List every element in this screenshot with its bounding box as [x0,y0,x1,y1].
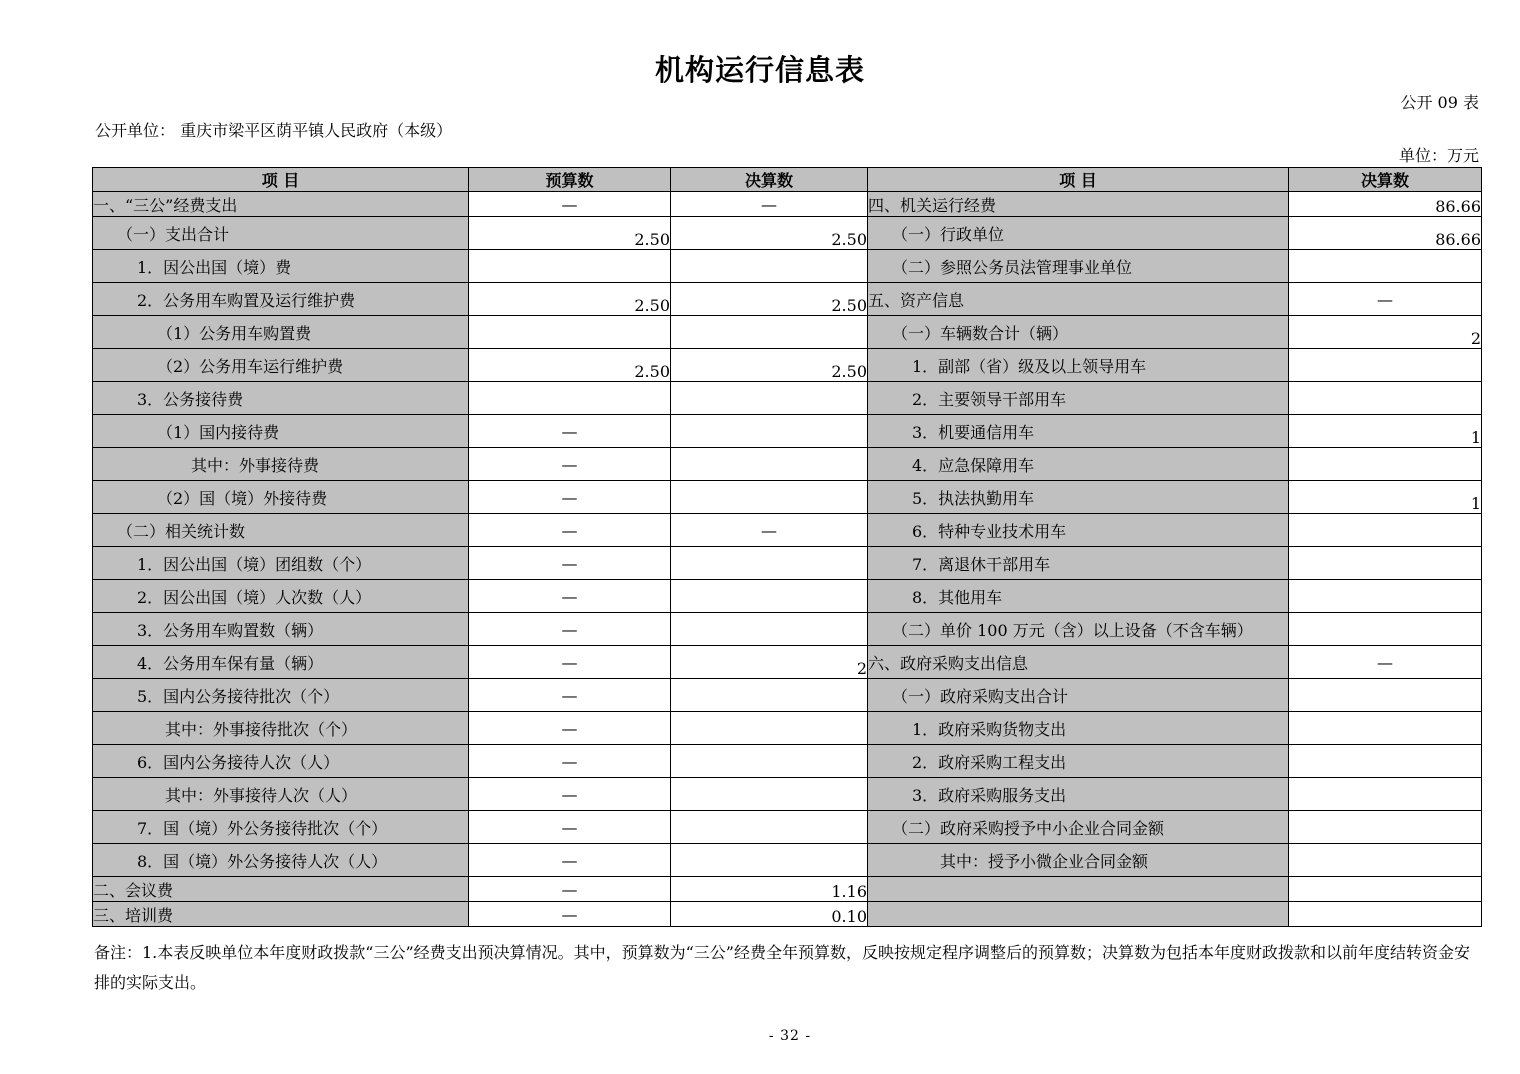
item-label-left: 三、培训费 [93,902,469,927]
budget-value: — [469,679,671,712]
item-label-right: 4．应急保障用车 [868,448,1289,481]
final-value-right: 1 [1289,415,1482,448]
item-label-left: 1．因公出国（境）团组数（个） [93,547,469,580]
table-row [93,844,1482,877]
item-label-right [868,877,1289,902]
final-value-right: — [1289,283,1482,316]
item-label-left: 二、会议费 [93,877,469,902]
info-table [92,167,1482,927]
item-label-right: （一）行政单位 [868,217,1289,250]
final-value-left [671,778,868,811]
final-value-left [671,712,868,745]
table-row [93,316,1482,349]
item-label-left: （一）支出合计 [93,217,469,250]
final-value-right [1289,547,1482,580]
item-label-left: 其中：外事接待人次（人） [93,778,469,811]
item-label-left: 3．公务接待费 [93,382,469,415]
item-label-right: （二）单价 100 万元（含）以上设备（不含车辆） [868,613,1289,646]
budget-value [469,316,671,349]
item-label-left: 1．因公出国（境）费 [93,250,469,283]
budget-value: — [469,448,671,481]
budget-value [469,382,671,415]
final-value-right [1289,613,1482,646]
final-value-right: 2 [1289,316,1482,349]
final-value-left: 1.16 [671,877,868,902]
table-row [93,349,1482,382]
final-value-right: 86.66 [1289,217,1482,250]
item-label-right: 六、政府采购支出信息 [868,646,1289,679]
table-row [93,514,1482,547]
budget-value: 2.50 [469,283,671,316]
header-item-right: 项 目 [868,168,1289,192]
header-budget: 预算数 [469,168,671,192]
table-body [93,192,1482,927]
item-label-left: 6．国内公务接待人次（人） [93,745,469,778]
final-value-right [1289,679,1482,712]
table-row [93,192,1482,217]
item-label-left: 2．公务用车购置及运行维护费 [93,283,469,316]
final-value-left [671,580,868,613]
table-row [93,580,1482,613]
final-value-right [1289,514,1482,547]
item-label-right: （二）政府采购授予中小企业合同金额 [868,811,1289,844]
final-value-right [1289,877,1482,902]
final-value-right [1289,349,1482,382]
table-row [93,745,1482,778]
table-row [93,712,1482,745]
final-value-left [671,844,868,877]
form-number: 公开 09 表 [1400,93,1479,112]
item-label-left: 一、“三公”经费支出 [93,192,469,217]
final-value-right [1289,811,1482,844]
item-label-left: 2．因公出国（境）人次数（人） [93,580,469,613]
final-value-right: 86.66 [1289,192,1482,217]
item-label-right: 6．特种专业技术用车 [868,514,1289,547]
final-value-left [671,481,868,514]
item-label-left: 7．国（境）外公务接待批次（个） [93,811,469,844]
table-row [93,778,1482,811]
final-value-left [671,415,868,448]
final-value-right [1289,844,1482,877]
item-label-right: 8．其他用车 [868,580,1289,613]
final-value-right: 1 [1289,481,1482,514]
item-label-right: 五、资产信息 [868,283,1289,316]
budget-value: — [469,192,671,217]
final-value-right [1289,745,1482,778]
table-row [93,283,1482,316]
page-title: 机构运行信息表 [654,53,865,87]
item-label-left: 8．国（境）外公务接待人次（人） [93,844,469,877]
table-row [93,547,1482,580]
final-value-left: 0.10 [671,902,868,927]
final-value-right [1289,580,1482,613]
header-item-left: 项 目 [93,168,469,192]
table-row [93,811,1482,844]
currency-unit: 单位：万元 [1398,146,1479,165]
final-value-left: 2.50 [671,349,868,382]
final-value-left: — [671,192,868,217]
item-label-right: 5．执法执勤用车 [868,481,1289,514]
item-label-right: 3．政府采购服务支出 [868,778,1289,811]
item-label-right: 其中：授予小微企业合同金额 [868,844,1289,877]
budget-value: — [469,844,671,877]
table-row [93,415,1482,448]
item-label-left: （1）国内接待费 [93,415,469,448]
item-label-left: （1）公务用车购置费 [93,316,469,349]
item-label-right: 1．政府采购货物支出 [868,712,1289,745]
final-value-right [1289,250,1482,283]
item-label-left: 3．公务用车购置数（辆） [93,613,469,646]
table-row [93,448,1482,481]
item-label-left: 5．国内公务接待批次（个） [93,679,469,712]
final-value-left [671,316,868,349]
item-label-right: 2．主要领导干部用车 [868,382,1289,415]
budget-value: — [469,613,671,646]
final-value-left: — [671,514,868,547]
table-row [93,613,1482,646]
final-value-right [1289,902,1482,927]
table-row [93,646,1482,679]
table-row [93,902,1482,927]
budget-value: 2.50 [469,349,671,382]
budget-value: — [469,745,671,778]
final-value-left [671,448,868,481]
budget-value: — [469,712,671,745]
table-row [93,382,1482,415]
budget-value: — [469,415,671,448]
budget-value: — [469,547,671,580]
table-row [93,877,1482,902]
final-value-left [671,250,868,283]
final-value-right [1289,712,1482,745]
item-label-left: （二）相关统计数 [93,514,469,547]
table-row [93,481,1482,514]
item-label-left: （2）国（境）外接待费 [93,481,469,514]
item-label-left: 其中：外事接待批次（个） [93,712,469,745]
reporting-unit: 公开单位： 重庆市梁平区荫平镇人民政府（本级） [95,121,453,140]
final-value-left: 2 [671,646,868,679]
final-value-left: 2.50 [671,283,868,316]
item-label-right [868,902,1289,927]
budget-value: — [469,580,671,613]
final-value-right [1289,778,1482,811]
header-final-right: 决算数 [1289,168,1482,192]
budget-value: — [469,481,671,514]
budget-value: — [469,778,671,811]
item-label-left: 其中：外事接待费 [93,448,469,481]
final-value-left [671,547,868,580]
final-value-right [1289,448,1482,481]
final-value-left [671,745,868,778]
final-value-left [671,811,868,844]
budget-value: — [469,902,671,927]
final-value-left [671,613,868,646]
budget-value: — [469,877,671,902]
budget-value: 2.50 [469,217,671,250]
budget-value: — [469,646,671,679]
item-label-right: （一）政府采购支出合计 [868,679,1289,712]
final-value-left: 2.50 [671,217,868,250]
budget-value: — [469,811,671,844]
final-value-left [671,679,868,712]
item-label-right: （二）参照公务员法管理事业单位 [868,250,1289,283]
item-label-right: 1．副部（省）级及以上领导用车 [868,349,1289,382]
final-value-right [1289,382,1482,415]
table-row [93,250,1482,283]
item-label-left: 4．公务用车保有量（辆） [93,646,469,679]
table-row [93,217,1482,250]
table-row [93,679,1482,712]
budget-value: — [469,514,671,547]
item-label-right: 3．机要通信用车 [868,415,1289,448]
item-label-right: 2．政府采购工程支出 [868,745,1289,778]
item-label-right: 7．离退休干部用车 [868,547,1289,580]
final-value-left [671,382,868,415]
footnote: 备注：1.本表反映单位本年度财政拨款“三公”经费支出预决算情况。其中，预算数为“三公”经费全年预算数，反映按规定程序调整后的预算数；决算数为包括本年度财政拨款和以前年度结转资金安排的实际支出。 [94,943,1470,992]
budget-value [469,250,671,283]
final-value-right: — [1289,646,1482,679]
item-label-right: 四、机关运行经费 [868,192,1289,217]
item-label-left: （2）公务用车运行维护费 [93,349,469,382]
page-number: - 32 - [768,1028,812,1044]
header-final-left: 决算数 [671,168,868,192]
item-label-right: （一）车辆数合计（辆） [868,316,1289,349]
